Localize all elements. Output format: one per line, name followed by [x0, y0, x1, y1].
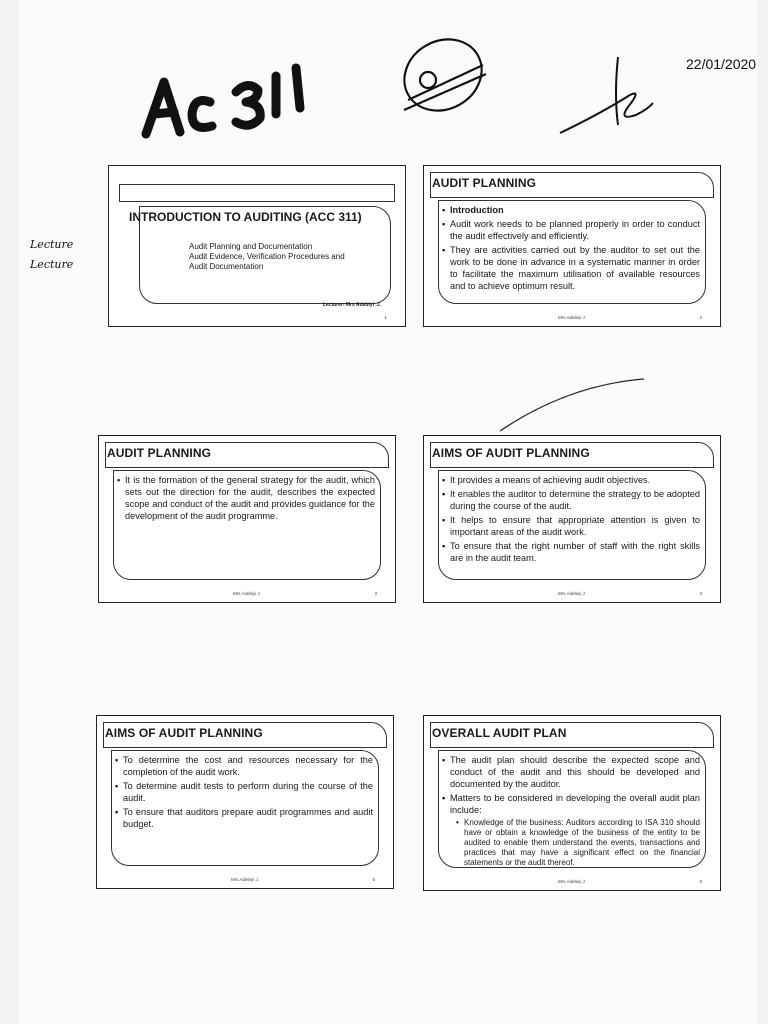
slide-footer: Mrs Adebiyi J. — [557, 879, 586, 884]
slide-2 — [423, 165, 721, 327]
topic-item: Audit Documentation — [189, 262, 264, 271]
slide-6 — [423, 715, 721, 891]
bullet-item: • To determine audit tests to perform during the course of the audit. — [115, 780, 373, 804]
slide-5 — [96, 715, 394, 889]
slide-header-box — [119, 184, 395, 202]
slide-4 — [423, 435, 721, 603]
slide-number: 1 — [384, 315, 387, 320]
slide-number: 4 — [699, 591, 702, 596]
bullet-item: • To determine the cost and resources necessary for the completion of the audit work. — [115, 754, 373, 778]
handwritten-date: 22/01/2020 — [686, 56, 757, 72]
slide-footer: Mrs Adebiyi J. — [557, 315, 586, 320]
bullet-list — [117, 474, 375, 524]
slide-title: AIMS OF AUDIT PLANNING — [105, 726, 263, 740]
bullet-item: • It is the formation of the general strategy for the audit, which sets out the direction for the audit, describes the expected scope and conduct of the audit and provides guidance for the development of the audit programme. — [117, 474, 375, 522]
sub-bullet-item: • Knowledge of the business: Auditors according to ISA 310 should have or obtain a knowledge of the business of the entity to be audited to enable them understand the events, transactions and practices that may have a significant effect on the financial statements or the audit thereof. — [456, 818, 700, 868]
slide-number: 5 — [372, 877, 375, 882]
topics-list — [189, 242, 345, 272]
slide-number: 6 — [699, 879, 702, 884]
slide-footer: Mrs Adebiyi J. — [232, 591, 261, 596]
slide-footer: Mrs Adebiyi J. — [230, 877, 259, 882]
slide-1 — [108, 165, 406, 327]
bullet-item: • To ensure that the right number of staff with the right skills are in the audit team. — [442, 540, 700, 564]
bullet-item: • They are activities carried out by the auditor to set out the work to be done in advance in a systematic manner in order to facilitate the maximum utilisation of available resources and to achieve optimum result. — [442, 244, 700, 292]
pen-stroke — [498, 375, 648, 435]
bullet-item: • To ensure that auditors prepare audit programmes and audit budget. — [115, 806, 373, 830]
bullet-item: • It helps to ensure that appropriate attention is given to important areas of the audit work. — [442, 514, 700, 538]
slide-title: AUDIT PLANNING — [107, 446, 212, 460]
slide-footer: Mrs Adebiyi J. — [557, 591, 586, 596]
bullet-list — [442, 474, 700, 566]
bullet-list — [115, 754, 373, 832]
bullet-list — [442, 204, 700, 294]
margin-note-2: Lecture — [30, 258, 74, 271]
topic-item: Audit Evidence, Verification Procedures and — [189, 252, 345, 261]
bullet-list — [442, 754, 700, 870]
bullet-item: • It provides a means of achieving audit objectives. — [442, 474, 700, 486]
topic-item: Audit Planning and Documentation — [189, 242, 313, 251]
slide-title: AUDIT PLANNING — [432, 176, 537, 190]
lecturer-name: Lecturer- Mrs Adebiyi .J. — [322, 302, 381, 308]
course-title: INTRODUCTION TO AUDITING (ACC 311) — [129, 210, 362, 224]
bullet-item: • The audit plan should describe the expected scope and conduct of the audit and this should be developed and documented by the auditor. — [442, 754, 700, 790]
signature-initials — [558, 55, 658, 145]
bullet-item: • It enables the auditor to determine the strategy to be adopted during the course of the audit. — [442, 488, 700, 512]
slide-number: 2 — [699, 315, 702, 320]
slide-number: 3 — [374, 591, 377, 596]
signature-scribble — [388, 30, 498, 125]
slide-title: OVERALL AUDIT PLAN — [432, 726, 567, 740]
bullet-item: • Audit work needs to be planned properly in order to conduct the audit effectively and efficiently. — [442, 218, 700, 242]
bullet-item: • Matters to be considered in developing the overall audit plan include: — [442, 792, 700, 816]
slide-title: AIMS OF AUDIT PLANNING — [432, 446, 590, 460]
bullet-item: • Introduction — [442, 204, 700, 216]
handwritten-course-code — [136, 52, 326, 142]
slide-3 — [98, 435, 396, 603]
margin-note-1: Lecture — [30, 238, 74, 251]
scanned-page — [18, 0, 758, 1024]
